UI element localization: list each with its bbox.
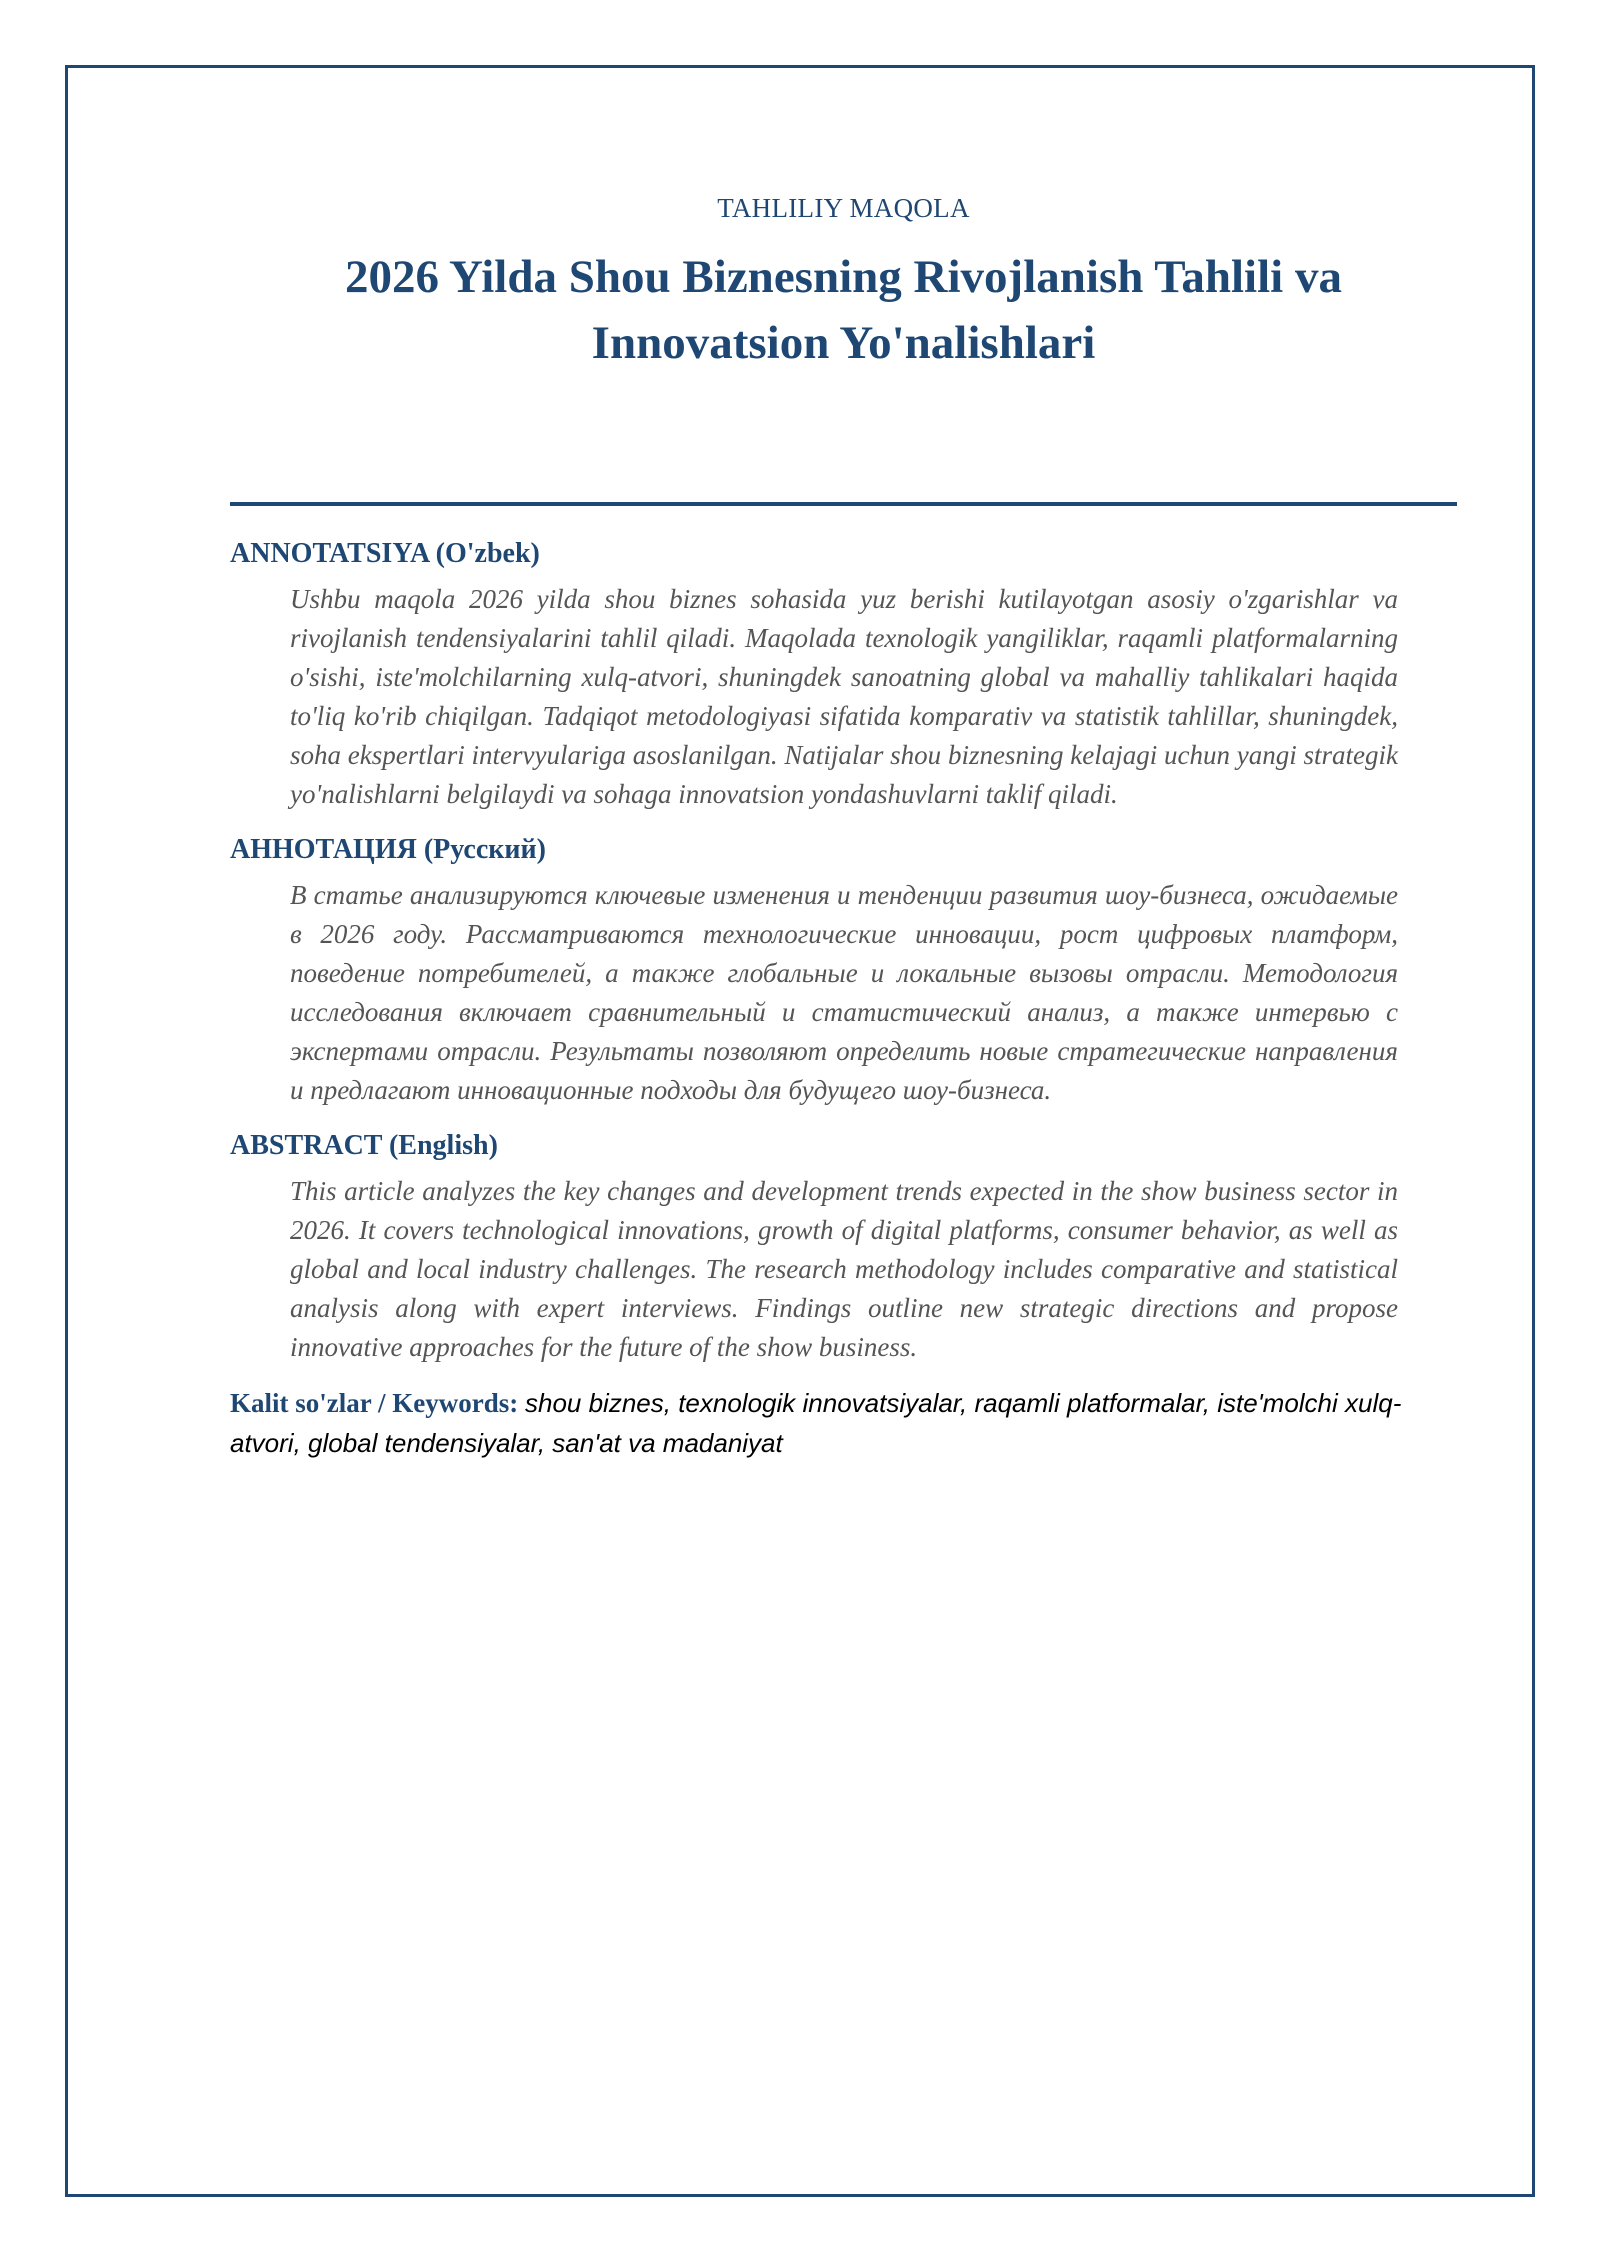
keywords — [230, 1383, 1457, 1463]
abstract-russian-heading: АННОТАЦИЯ (Русский) — [230, 834, 546, 865]
abstract-uzbek-heading: ANNOTATSIYA (O'zbek) — [230, 538, 540, 569]
article-title: 2026 Yilda Shou Biznesning Rivojlanish Tahlili va Innovatsion Yo'nalishlari — [345, 251, 1342, 369]
abstract-uzbek — [230, 536, 1457, 814]
title-divider — [230, 502, 1457, 506]
abstract-uzbek-text: Ushbu maqola 2026 yilda shou biznes sohasida yuz berishi kutilayotgan asosiy o'zgarishlar va rivojlanish tendensiyalarini tahlil qiladi. Maqolada texnologik yangiliklar, raqamli platformalarning o'sishi, iste'molchilarning xulq-atvori, shuningdek sanoatning global va mahalliy tahlikalari haqida to'liq ko'rib chiqilgan. Tadqiqot metodologiyasi sifatida komparativ va statistik tahlillar, shuningdek, soha ekspertlari intervyulariga asoslanilgan. Natijalar shou biznesning kelajagi uchun yangi strategik yo'nalishlarni belgilaydi va sohaga innovatsion yondashuvlarni taklif qiladi. — [290, 584, 1398, 809]
keywords-text: shou biznes, texnologik innovatsiyalar, raqamli platformalar, iste'molchi xulq-atvori, global tendensiyalar, san'at va madaniyat — [230, 1388, 1402, 1458]
abstract-russian — [230, 832, 1457, 1110]
abstract-english — [230, 1128, 1457, 1367]
abstract-russian-text: В статье анализируются ключевые изменения и тенденции развития шоу-бизнеса, ожидаемые в 2026 году. Рассматриваются технологические инновации, рост цифровых платформ, поведение потребителей, а также глобальные и локальные вызовы отрасли. Методология исследования включает сравнительный и статистический анализ, а также интервью с экспертами отрасли. Результаты позволяют определить новые стратегические направления и предлагают инновационные подходы для будущего шоу-бизнеса. — [290, 880, 1398, 1105]
keywords-label: Kalit so'zlar / Keywords: — [230, 1388, 519, 1418]
abstract-english-heading: ABSTRACT (English) — [230, 1130, 498, 1161]
abstract-english-text: This article analyzes the key changes and development trends expected in the show business sector in 2026. It covers technological innovations, growth of digital platforms, consumer behavior, as well as global and local industry challenges. The research methodology includes comparative and statistical analysis along with expert interviews. Findings outline new strategic directions and propose innovative approaches for the future of the show business. — [290, 1176, 1398, 1362]
article-type-label: TAHLILIY MAQOLA — [717, 193, 970, 223]
document-content — [230, 190, 1457, 1463]
